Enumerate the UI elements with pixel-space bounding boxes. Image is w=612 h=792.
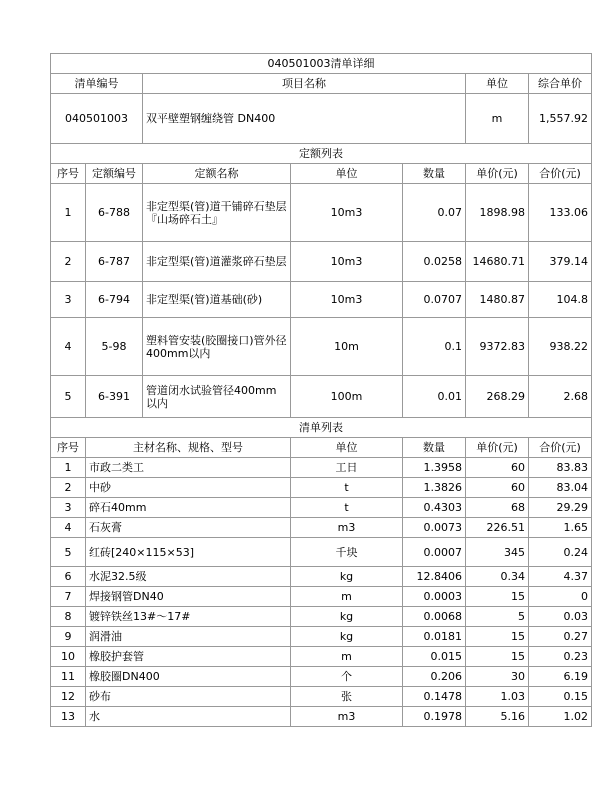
bill-code: 040501003 <box>51 94 143 144</box>
material-no: 7 <box>51 587 86 607</box>
material-price: 5 <box>466 607 529 627</box>
quota-price: 14680.71 <box>466 242 529 282</box>
quota-code: 6-787 <box>86 242 143 282</box>
materials-row <box>51 518 592 538</box>
quota-unit: 10m3 <box>291 184 403 242</box>
unit-label: 单位 <box>466 74 529 94</box>
material-name: 中砂 <box>86 478 291 498</box>
unit-price-label: 综合单价 <box>529 74 592 94</box>
quota-unit: 100m <box>291 376 403 418</box>
material-name: 石灰膏 <box>86 518 291 538</box>
material-no: 8 <box>51 607 86 627</box>
materials-col-header: 单价(元) <box>466 438 529 458</box>
quota-col-header: 单位 <box>291 164 403 184</box>
material-total: 0.15 <box>529 687 592 707</box>
material-price: 30 <box>466 667 529 687</box>
quota-col-header: 定额名称 <box>143 164 291 184</box>
quota-name: 非定型渠(管)道灌浆碎石垫层 <box>143 242 291 282</box>
materials-section-title: 清单列表 <box>51 418 592 438</box>
material-price: 0.34 <box>466 567 529 587</box>
material-name: 橡胶圈DN400 <box>86 667 291 687</box>
material-qty: 0.0007 <box>403 538 466 567</box>
material-qty: 0.0073 <box>403 518 466 538</box>
materials-col-header: 单位 <box>291 438 403 458</box>
material-qty: 12.8406 <box>403 567 466 587</box>
material-name: 砂布 <box>86 687 291 707</box>
quota-qty: 0.07 <box>403 184 466 242</box>
material-no: 6 <box>51 567 86 587</box>
quota-qty: 0.0707 <box>403 282 466 318</box>
material-no: 5 <box>51 538 86 567</box>
material-qty: 0.206 <box>403 667 466 687</box>
quota-price: 9372.83 <box>466 318 529 376</box>
material-unit: 张 <box>291 687 403 707</box>
quota-code: 5-98 <box>86 318 143 376</box>
material-no: 2 <box>51 478 86 498</box>
material-unit: m3 <box>291 707 403 727</box>
quota-code: 6-391 <box>86 376 143 418</box>
material-total: 6.19 <box>529 667 592 687</box>
material-total: 4.37 <box>529 567 592 587</box>
quota-total: 104.8 <box>529 282 592 318</box>
quota-row <box>51 282 592 318</box>
material-unit: t <box>291 498 403 518</box>
quota-col-header: 单价(元) <box>466 164 529 184</box>
sheet-title: 040501003清单详细 <box>51 54 592 74</box>
quota-total: 938.22 <box>529 318 592 376</box>
materials-row <box>51 498 592 518</box>
materials-row <box>51 667 592 687</box>
materials-col-header: 序号 <box>51 438 86 458</box>
quota-row <box>51 184 592 242</box>
quota-name: 管道闭水试验管径400mm以内 <box>143 376 291 418</box>
material-unit: t <box>291 478 403 498</box>
quota-col-header: 合价(元) <box>529 164 592 184</box>
materials-col-header: 合价(元) <box>529 438 592 458</box>
material-no: 4 <box>51 518 86 538</box>
bill-detail-table <box>50 53 592 727</box>
material-name: 润滑油 <box>86 627 291 647</box>
material-total: 0.24 <box>529 538 592 567</box>
material-no: 10 <box>51 647 86 667</box>
material-price: 5.16 <box>466 707 529 727</box>
material-total: 1.65 <box>529 518 592 538</box>
quota-col-header: 数量 <box>403 164 466 184</box>
material-name: 橡胶护套管 <box>86 647 291 667</box>
material-price: 60 <box>466 478 529 498</box>
quota-name: 塑料管安装(胶圈接口)管外径400mm以内 <box>143 318 291 376</box>
material-no: 12 <box>51 687 86 707</box>
material-price: 15 <box>466 587 529 607</box>
header-value-row <box>51 94 592 144</box>
material-price: 345 <box>466 538 529 567</box>
material-price: 68 <box>466 498 529 518</box>
quota-total: 133.06 <box>529 184 592 242</box>
material-qty: 0.1978 <box>403 707 466 727</box>
material-unit: m3 <box>291 518 403 538</box>
item-name: 双平壁塑钢缠绕管 DN400 <box>143 94 466 144</box>
material-qty: 1.3958 <box>403 458 466 478</box>
materials-row <box>51 707 592 727</box>
materials-row <box>51 567 592 587</box>
material-name: 镀锌铁丝13#～17# <box>86 607 291 627</box>
material-price: 1.03 <box>466 687 529 707</box>
header-label-row <box>51 74 592 94</box>
material-price: 15 <box>466 647 529 667</box>
material-price: 15 <box>466 627 529 647</box>
material-unit: 个 <box>291 667 403 687</box>
quota-row <box>51 318 592 376</box>
quota-price: 268.29 <box>466 376 529 418</box>
quota-total: 2.68 <box>529 376 592 418</box>
material-no: 1 <box>51 458 86 478</box>
materials-row <box>51 538 592 567</box>
material-qty: 0.0181 <box>403 627 466 647</box>
material-total: 1.02 <box>529 707 592 727</box>
material-qty: 0.015 <box>403 647 466 667</box>
material-qty: 0.0068 <box>403 607 466 627</box>
quota-section-row <box>51 144 592 164</box>
materials-row <box>51 647 592 667</box>
quota-code: 6-788 <box>86 184 143 242</box>
material-total: 0.03 <box>529 607 592 627</box>
quota-name: 非定型渠(管)道干铺碎石垫层『山场碎石土』 <box>143 184 291 242</box>
material-price: 226.51 <box>466 518 529 538</box>
material-unit: 千块 <box>291 538 403 567</box>
material-total: 83.83 <box>529 458 592 478</box>
materials-col-header: 数量 <box>403 438 466 458</box>
bill-code-label: 清单编号 <box>51 74 143 94</box>
quota-qty: 0.01 <box>403 376 466 418</box>
material-name: 水泥32.5级 <box>86 567 291 587</box>
material-name: 焊接钢管DN40 <box>86 587 291 607</box>
materials-header-row <box>51 438 592 458</box>
material-no: 3 <box>51 498 86 518</box>
item-name-label: 项目名称 <box>143 74 466 94</box>
quota-unit: 10m3 <box>291 242 403 282</box>
material-qty: 1.3826 <box>403 478 466 498</box>
materials-section-row <box>51 418 592 438</box>
quota-no: 2 <box>51 242 86 282</box>
material-total: 0 <box>529 587 592 607</box>
quota-row <box>51 242 592 282</box>
materials-row <box>51 627 592 647</box>
material-name: 市政二类工 <box>86 458 291 478</box>
material-unit: 工日 <box>291 458 403 478</box>
quota-unit: 10m3 <box>291 282 403 318</box>
quota-no: 3 <box>51 282 86 318</box>
material-qty: 0.4303 <box>403 498 466 518</box>
quota-qty: 0.1 <box>403 318 466 376</box>
quota-qty: 0.0258 <box>403 242 466 282</box>
material-qty: 0.1478 <box>403 687 466 707</box>
material-no: 11 <box>51 667 86 687</box>
material-unit: kg <box>291 567 403 587</box>
quota-col-header: 定额编号 <box>86 164 143 184</box>
material-total: 83.04 <box>529 478 592 498</box>
quota-col-header: 序号 <box>51 164 86 184</box>
material-name: 水 <box>86 707 291 727</box>
quota-no: 4 <box>51 318 86 376</box>
material-total: 29.29 <box>529 498 592 518</box>
material-name: 碎石40mm <box>86 498 291 518</box>
unit: m <box>466 94 529 144</box>
material-name: 红砖[240×115×53] <box>86 538 291 567</box>
quota-header-row <box>51 164 592 184</box>
unit-price: 1,557.92 <box>529 94 592 144</box>
material-no: 13 <box>51 707 86 727</box>
quota-price: 1898.98 <box>466 184 529 242</box>
material-unit: kg <box>291 627 403 647</box>
quota-price: 1480.87 <box>466 282 529 318</box>
quota-unit: 10m <box>291 318 403 376</box>
materials-row <box>51 458 592 478</box>
title-row <box>51 54 592 74</box>
material-total: 0.27 <box>529 627 592 647</box>
quota-no: 1 <box>51 184 86 242</box>
materials-row <box>51 587 592 607</box>
material-price: 60 <box>466 458 529 478</box>
quota-row <box>51 376 592 418</box>
material-unit: m <box>291 647 403 667</box>
materials-row <box>51 478 592 498</box>
material-unit: kg <box>291 607 403 627</box>
quota-code: 6-794 <box>86 282 143 318</box>
materials-col-header: 主材名称、规格、型号 <box>86 438 291 458</box>
quota-total: 379.14 <box>529 242 592 282</box>
material-total: 0.23 <box>529 647 592 667</box>
quota-no: 5 <box>51 376 86 418</box>
quota-section-title: 定额列表 <box>51 144 592 164</box>
material-no: 9 <box>51 627 86 647</box>
materials-row <box>51 687 592 707</box>
material-unit: m <box>291 587 403 607</box>
quota-name: 非定型渠(管)道基础(砂) <box>143 282 291 318</box>
materials-row <box>51 607 592 627</box>
material-qty: 0.0003 <box>403 587 466 607</box>
